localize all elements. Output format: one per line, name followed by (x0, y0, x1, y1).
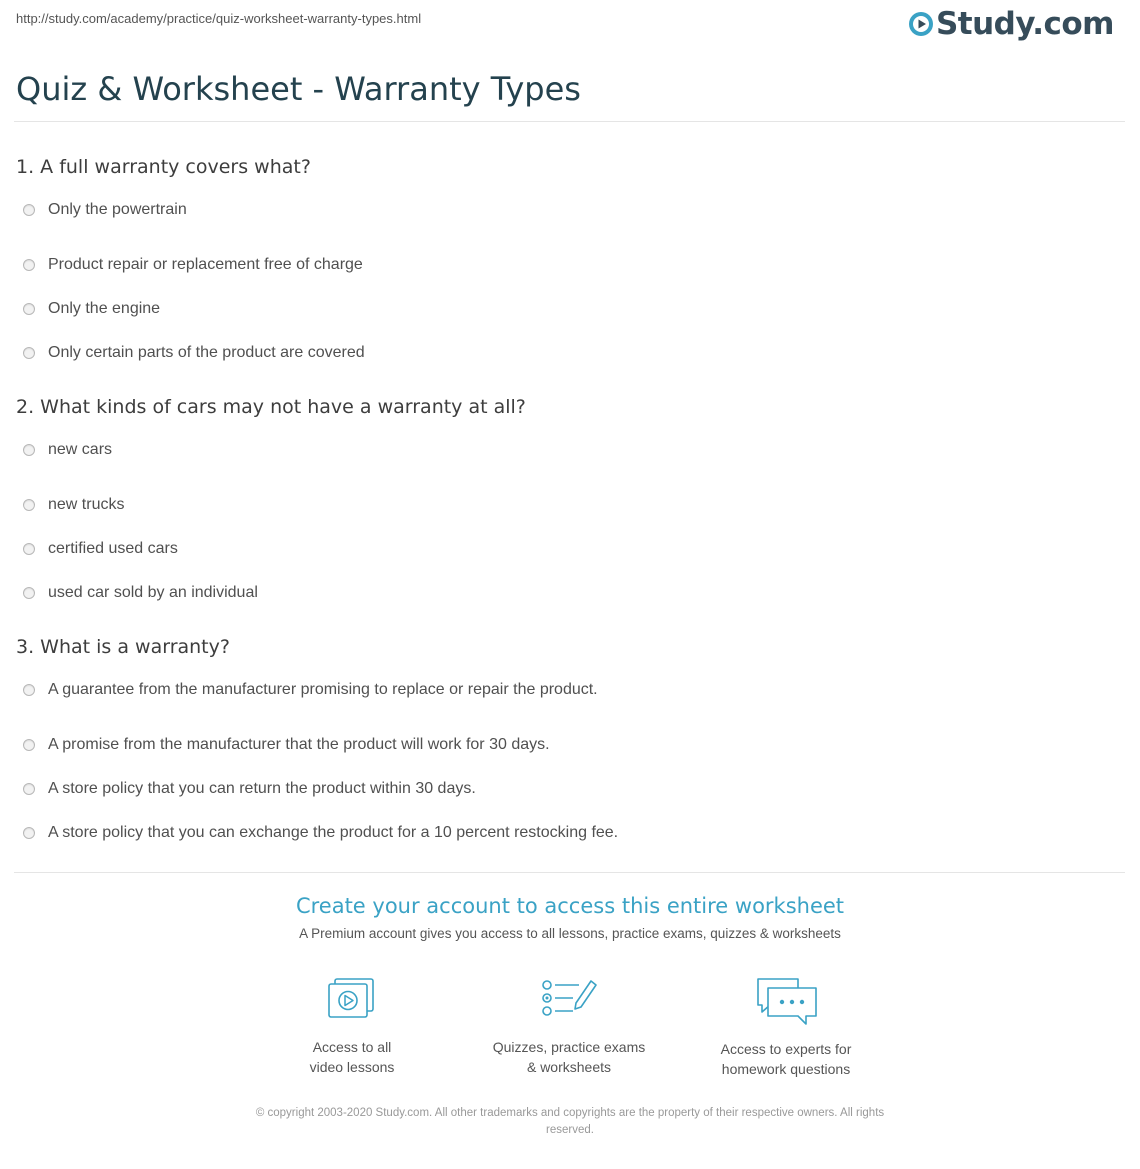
answer-options (16, 199, 1116, 375)
quiz-checklist-icon (539, 975, 599, 1025)
create-account-link[interactable]: Create your account to access this entire worksheet (295, 894, 845, 918)
feature-label-line: & worksheets (526, 1059, 612, 1075)
answer-options (16, 679, 1116, 855)
radio-button[interactable] (23, 684, 35, 696)
radio-button[interactable] (23, 303, 35, 315)
copyright-line: reserved. (546, 1124, 594, 1136)
radio-button[interactable] (23, 543, 35, 555)
option-label: new trucks (48, 496, 125, 513)
feature-label-line: Access to experts for (720, 1041, 852, 1057)
option-label: A store policy that you can return the product within 30 days. (48, 780, 476, 797)
question-3 (16, 636, 1116, 855)
feature-quizzes (469, 975, 669, 1077)
option-label: certified used cars (48, 540, 178, 557)
answer-option[interactable] (16, 767, 1116, 811)
answer-option[interactable] (16, 811, 1116, 855)
answer-option[interactable] (16, 331, 1116, 375)
feature-experts (686, 975, 886, 1079)
answer-option[interactable] (16, 679, 1116, 701)
radio-button[interactable] (23, 783, 35, 795)
option-label: A store policy that you can exchange the product for a 10 percent restocking fee. (48, 824, 619, 841)
expert-chat-icon (754, 975, 818, 1027)
feature-label-line: Quizzes, practice exams (492, 1039, 646, 1055)
copyright-footer (210, 1105, 930, 1139)
question-title: 1. A full warranty covers what? (16, 156, 311, 178)
logo-text: Study.com (935, 6, 1114, 42)
radio-button[interactable] (23, 444, 35, 456)
answer-option[interactable] (16, 439, 1116, 461)
option-label: A promise from the manufacturer that the product will work for 30 days. (48, 736, 550, 753)
answer-option[interactable] (16, 483, 1116, 527)
answer-option[interactable] (16, 571, 1116, 615)
feature-video-lessons (252, 975, 452, 1077)
play-logo-icon (908, 11, 934, 37)
answer-option[interactable] (16, 723, 1116, 767)
option-label: Only certain parts of the product are covered (48, 344, 365, 361)
answer-options (16, 439, 1116, 615)
radio-button[interactable] (23, 827, 35, 839)
option-label: A guarantee from the manufacturer promising to replace or repair the product. (48, 681, 598, 698)
question-1 (16, 156, 1116, 375)
question-2 (16, 396, 1116, 615)
feature-label-line: video lessons (309, 1059, 395, 1075)
cta-subtitle: A Premium account gives you access to all lessons, practice exams, quizzes & worksheets (299, 926, 841, 941)
option-label: new cars (48, 441, 113, 458)
title-divider (14, 121, 1125, 122)
radio-button[interactable] (23, 739, 35, 751)
answer-option[interactable] (16, 287, 1116, 331)
answer-option[interactable] (16, 527, 1116, 571)
question-title: 2. What kinds of cars may not have a warranty at all? (16, 396, 526, 418)
option-label: used car sold by an individual (48, 584, 258, 601)
option-label: Only the engine (48, 300, 161, 317)
radio-button[interactable] (23, 499, 35, 511)
cta-divider (14, 872, 1125, 873)
option-label: Product repair or replacement free of charge (48, 256, 363, 273)
page-url: http://study.com/academy/practice/quiz-worksheet-warranty-types.html (16, 11, 422, 26)
radio-button[interactable] (23, 204, 35, 216)
radio-button[interactable] (23, 347, 35, 359)
radio-button[interactable] (23, 587, 35, 599)
video-lessons-icon (326, 975, 378, 1025)
copyright-line: © copyright 2003-2020 Study.com. All other trademarks and copyrights are the property of their respective owners. All rights (255, 1107, 885, 1119)
question-title: 3. What is a warranty? (16, 636, 230, 658)
answer-option[interactable] (16, 243, 1116, 287)
feature-label-line: Access to all (312, 1039, 392, 1055)
feature-label-line: homework questions (721, 1061, 851, 1077)
radio-button[interactable] (23, 259, 35, 271)
option-label: Only the powertrain (48, 201, 187, 218)
study-logo[interactable] (908, 6, 1114, 42)
answer-option[interactable] (16, 199, 1116, 221)
page-title: Quiz & Worksheet - Warranty Types (16, 70, 581, 108)
